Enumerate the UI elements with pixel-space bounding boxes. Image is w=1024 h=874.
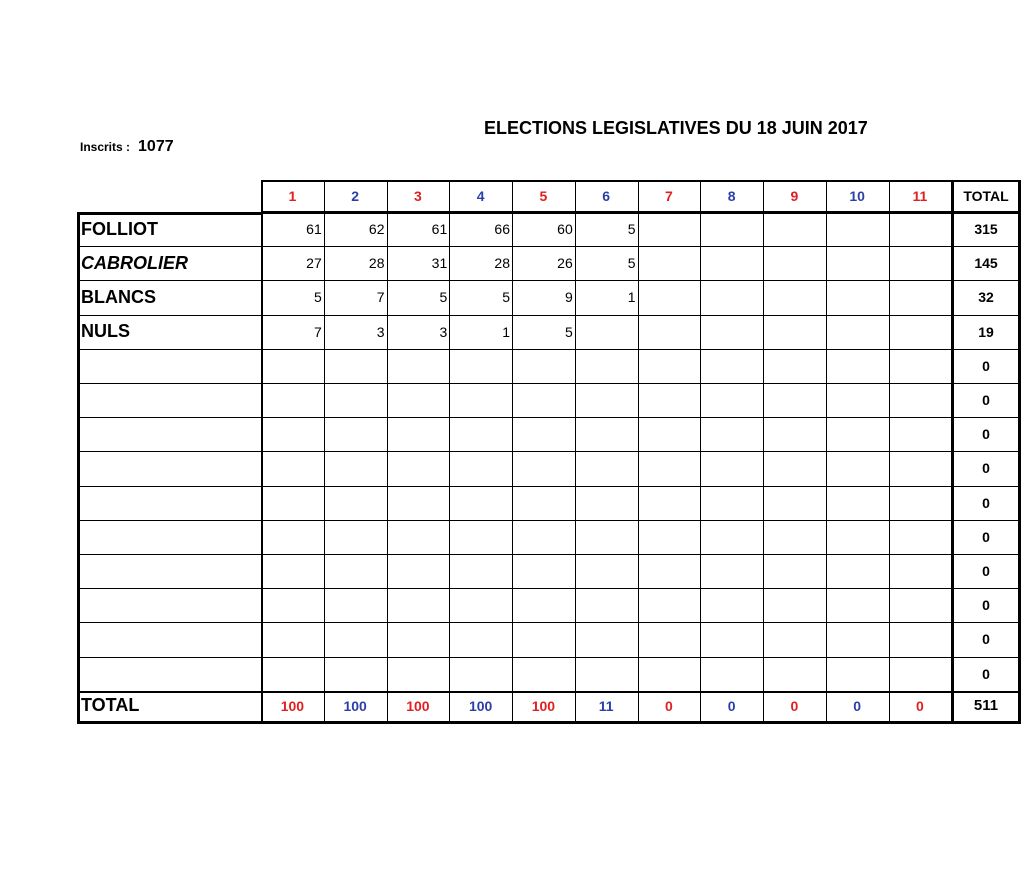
row-divider xyxy=(77,383,1021,384)
table-cell: 61 xyxy=(431,221,448,238)
table-cell xyxy=(826,486,889,520)
grand-total: 511 xyxy=(973,697,999,715)
table-cell xyxy=(889,417,952,451)
table-cell xyxy=(826,246,889,280)
table-cell xyxy=(575,657,638,691)
table-cell xyxy=(575,349,638,383)
row-label: FOLLIOT xyxy=(81,218,158,239)
row-label: CABROLIER xyxy=(81,252,188,273)
row-divider xyxy=(77,315,1021,316)
row-divider xyxy=(77,246,1021,247)
table-cell xyxy=(700,315,763,349)
total-row-cell: 100 xyxy=(343,697,367,714)
table-cell xyxy=(324,349,387,383)
inscrits-label: Inscrits : xyxy=(80,140,131,154)
row-total: 19 xyxy=(978,323,994,340)
table-cell xyxy=(261,588,324,622)
row-divider xyxy=(77,554,1021,555)
table-cell xyxy=(261,657,324,691)
table-cell xyxy=(324,554,387,588)
row-total: 0 xyxy=(982,597,990,614)
total-row-cell: 11 xyxy=(598,697,614,714)
column-header-10: 10 xyxy=(849,188,865,204)
table-cell xyxy=(763,349,826,383)
table-cell xyxy=(575,315,638,349)
table-cell xyxy=(638,280,701,314)
table-cell xyxy=(449,622,512,656)
table-cell: 5 xyxy=(564,323,573,340)
table-cell xyxy=(449,349,512,383)
row-label: NULS xyxy=(81,321,130,342)
table-cell xyxy=(575,622,638,656)
table-cell xyxy=(449,451,512,485)
table-cell xyxy=(763,212,826,246)
column-divider xyxy=(324,180,325,721)
table-cell xyxy=(575,417,638,451)
table-cell xyxy=(324,417,387,451)
table-cell xyxy=(700,246,763,280)
column-header-11: 11 xyxy=(912,188,928,204)
table-cell xyxy=(638,212,701,246)
table-cell xyxy=(700,280,763,314)
table-cell xyxy=(449,520,512,554)
table-cell: 26 xyxy=(557,255,573,272)
row-divider xyxy=(77,691,1021,693)
table-cell xyxy=(575,486,638,520)
table-cell xyxy=(763,280,826,314)
table-cell xyxy=(449,383,512,417)
row-label xyxy=(77,417,261,451)
table-cell xyxy=(889,315,952,349)
table-cell xyxy=(638,588,701,622)
table-cell xyxy=(387,349,450,383)
total-row-cell: 0 xyxy=(790,697,799,714)
table-cell xyxy=(512,520,575,554)
table-cell xyxy=(512,451,575,485)
row-total: 315 xyxy=(974,221,998,238)
table-cell: 7 xyxy=(313,323,322,340)
row-label xyxy=(77,588,261,622)
row-total: 0 xyxy=(982,357,990,374)
row-label: BLANCS xyxy=(81,286,156,307)
table-cell xyxy=(889,280,952,314)
table-cell xyxy=(512,417,575,451)
table-cell xyxy=(638,622,701,656)
table-cell xyxy=(700,383,763,417)
table-cell: 3 xyxy=(376,323,385,340)
table-cell xyxy=(826,451,889,485)
table-cell: 31 xyxy=(431,255,448,272)
row-label xyxy=(77,349,261,383)
table-cell: 5 xyxy=(313,289,322,306)
table-cell xyxy=(638,383,701,417)
row-total: 0 xyxy=(982,392,990,409)
row-total: 0 xyxy=(982,631,990,648)
table-cell xyxy=(575,520,638,554)
row-label xyxy=(77,451,261,485)
total-row-cell: 100 xyxy=(468,697,493,714)
column-header-1: 1 xyxy=(288,188,297,204)
table-cell xyxy=(700,520,763,554)
table-cell xyxy=(387,520,450,554)
table-cell xyxy=(638,520,701,554)
table-cell xyxy=(512,486,575,520)
table-cell xyxy=(387,451,450,485)
table-cell xyxy=(261,622,324,656)
row-divider xyxy=(77,486,1021,487)
table-cell xyxy=(889,622,952,656)
table-cell xyxy=(638,486,701,520)
table-cell xyxy=(700,451,763,485)
table-cell xyxy=(889,451,952,485)
column-divider xyxy=(700,180,701,721)
table-cell xyxy=(387,486,450,520)
row-label xyxy=(77,520,261,554)
table-cell xyxy=(449,554,512,588)
table-cell: 66 xyxy=(494,221,510,238)
table-cell xyxy=(324,520,387,554)
table-cell xyxy=(826,588,889,622)
column-divider xyxy=(449,180,450,721)
header-top-border xyxy=(261,180,1021,182)
table-cell xyxy=(512,622,575,656)
table-cell xyxy=(387,657,450,691)
table-cell xyxy=(261,383,324,417)
label-top-border xyxy=(77,212,261,215)
column-header-8: 8 xyxy=(727,188,736,204)
table-cell xyxy=(700,588,763,622)
table-cell xyxy=(763,451,826,485)
row-divider xyxy=(77,588,1021,589)
row-divider xyxy=(77,349,1021,350)
table-cell: 62 xyxy=(368,221,385,238)
column-header-2: 2 xyxy=(351,188,360,204)
row-divider xyxy=(77,451,1021,452)
table-cell xyxy=(826,212,889,246)
total-row-cell: 100 xyxy=(531,697,556,714)
table-cell xyxy=(512,588,575,622)
table-cell xyxy=(324,486,387,520)
table-cell xyxy=(763,486,826,520)
table-cell xyxy=(575,554,638,588)
row-total: 0 xyxy=(982,528,990,545)
table-cell xyxy=(763,315,826,349)
column-header-6: 6 xyxy=(602,188,611,204)
table-cell xyxy=(638,315,701,349)
table-bottom-border xyxy=(77,721,1021,724)
table-cell: 1 xyxy=(502,323,510,340)
total-row-cell: 100 xyxy=(280,697,305,714)
table-cell xyxy=(826,554,889,588)
column-divider xyxy=(826,180,827,721)
table-cell: 28 xyxy=(368,255,385,272)
table-cell xyxy=(700,417,763,451)
table-cell xyxy=(889,588,952,622)
table-cell xyxy=(826,383,889,417)
header-bottom-border xyxy=(261,211,1021,214)
table-cell xyxy=(763,383,826,417)
table-cell xyxy=(512,657,575,691)
table-cell xyxy=(575,588,638,622)
row-divider xyxy=(77,417,1021,418)
inscrits-value: 1077 xyxy=(138,138,174,155)
table-cell xyxy=(324,451,387,485)
table-cell: 5 xyxy=(627,221,636,238)
column-divider xyxy=(638,180,639,721)
total-row-cell: 0 xyxy=(727,697,736,714)
row-total: 145 xyxy=(974,255,998,272)
column-header-total: TOTAL xyxy=(963,188,1009,204)
table-cell xyxy=(763,588,826,622)
table-cell xyxy=(889,212,952,246)
table-cell xyxy=(826,349,889,383)
table-cell xyxy=(889,520,952,554)
column-divider xyxy=(889,180,890,721)
table-cell xyxy=(826,280,889,314)
table-cell xyxy=(324,622,387,656)
table-cell: 9 xyxy=(564,289,573,306)
table-cell: 1 xyxy=(627,289,636,306)
column-header-4: 4 xyxy=(476,188,485,204)
row-total: 0 xyxy=(982,426,990,443)
table-cell: 28 xyxy=(494,255,510,272)
table-cell xyxy=(512,554,575,588)
table-cell xyxy=(763,657,826,691)
table-cell xyxy=(763,246,826,280)
page-title: ELECTIONS LEGISLATIVES DU 18 JUIN 2017 xyxy=(484,118,868,138)
table-cell xyxy=(763,554,826,588)
table-cell xyxy=(889,657,952,691)
row-label xyxy=(77,657,261,691)
table-left-border xyxy=(77,212,80,724)
total-row-cell: 0 xyxy=(853,697,862,714)
table-cell xyxy=(889,246,952,280)
table-cell xyxy=(700,486,763,520)
column-divider xyxy=(387,180,388,721)
table-cell xyxy=(638,657,701,691)
table-cell xyxy=(700,212,763,246)
total-row-cell: 0 xyxy=(915,697,924,714)
table-cell xyxy=(638,554,701,588)
table-cell xyxy=(638,246,701,280)
column-header-3: 3 xyxy=(413,188,422,204)
table-cell xyxy=(261,520,324,554)
column-header-9: 9 xyxy=(790,188,799,204)
table-cell xyxy=(763,417,826,451)
total-row-label: TOTAL xyxy=(81,695,140,716)
table-cell xyxy=(324,657,387,691)
table-cell xyxy=(261,417,324,451)
table-cell xyxy=(826,417,889,451)
row-label xyxy=(77,554,261,588)
table-cell xyxy=(638,349,701,383)
table-right-border xyxy=(1018,180,1021,724)
table-cell xyxy=(763,622,826,656)
table-cell xyxy=(324,588,387,622)
table-cell xyxy=(638,451,701,485)
row-label xyxy=(77,622,261,656)
table-cell xyxy=(889,349,952,383)
table-cell xyxy=(826,315,889,349)
table-cell xyxy=(449,588,512,622)
table-cell xyxy=(261,486,324,520)
column-header-7: 7 xyxy=(664,188,673,204)
table-cell: 7 xyxy=(376,289,385,306)
table-cell xyxy=(387,417,450,451)
table-cell xyxy=(387,554,450,588)
table-cell xyxy=(512,349,575,383)
table-cell xyxy=(324,383,387,417)
table-cell: 5 xyxy=(439,289,448,306)
table-cell xyxy=(700,657,763,691)
table-cell: 5 xyxy=(627,255,636,272)
row-divider xyxy=(77,622,1021,623)
table-cell xyxy=(889,486,952,520)
table-cell xyxy=(889,383,952,417)
table-cell xyxy=(387,588,450,622)
table-cell xyxy=(763,520,826,554)
total-column-border xyxy=(951,180,954,724)
table-cell xyxy=(261,451,324,485)
table-cell: 5 xyxy=(502,289,510,306)
table-cell xyxy=(449,657,512,691)
table-cell xyxy=(449,417,512,451)
row-divider xyxy=(77,280,1021,281)
row-divider xyxy=(77,520,1021,521)
table-cell: 3 xyxy=(439,323,448,340)
table-cell xyxy=(826,622,889,656)
column-divider xyxy=(763,180,764,721)
table-cell xyxy=(700,554,763,588)
table-cell xyxy=(512,383,575,417)
total-row-cell: 0 xyxy=(664,697,673,714)
column-divider xyxy=(512,180,513,721)
table-cell xyxy=(575,451,638,485)
row-label xyxy=(77,486,261,520)
table-cell xyxy=(449,486,512,520)
table-cell xyxy=(826,520,889,554)
table-cell xyxy=(889,554,952,588)
table-cell: 60 xyxy=(557,221,573,238)
inscrits-line xyxy=(80,138,174,156)
table-cell xyxy=(387,383,450,417)
row-divider xyxy=(77,657,1021,658)
column-header-5: 5 xyxy=(539,188,548,204)
table-cell xyxy=(387,622,450,656)
row-total: 32 xyxy=(978,289,994,306)
table-cell xyxy=(261,349,324,383)
row-label xyxy=(77,383,261,417)
column-divider xyxy=(575,180,576,721)
table-cell xyxy=(638,417,701,451)
table-cell: 61 xyxy=(306,221,322,238)
total-row-cell: 100 xyxy=(406,697,430,714)
table-cell xyxy=(700,349,763,383)
table-cell xyxy=(826,657,889,691)
row-total: 0 xyxy=(982,563,990,580)
row-total: 0 xyxy=(982,460,990,477)
table-cell xyxy=(575,383,638,417)
table-cell: 27 xyxy=(306,255,322,272)
column-divider xyxy=(261,180,263,721)
table-cell xyxy=(700,622,763,656)
row-total: 0 xyxy=(982,665,990,682)
row-total: 0 xyxy=(982,494,990,511)
table-cell xyxy=(261,554,324,588)
